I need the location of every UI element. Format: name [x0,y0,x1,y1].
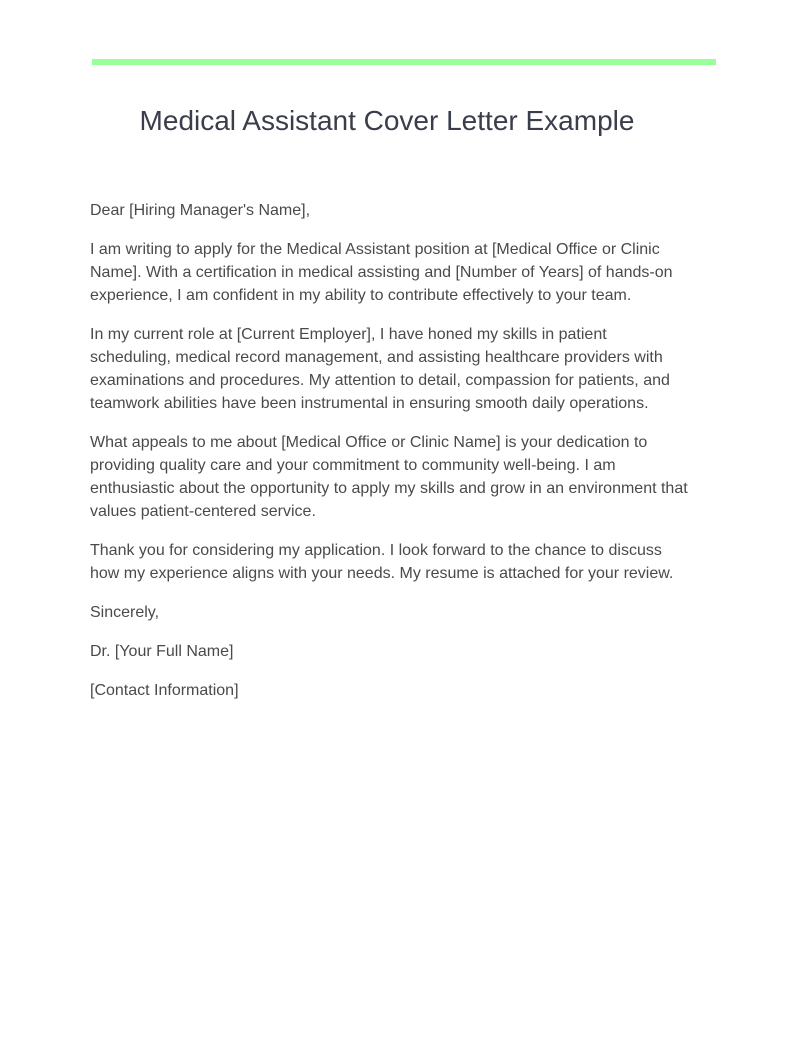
letter-paragraph: I am writing to apply for the Medical Assistant position at [Medical Office or Clinic Name]. With a certification in medical assisting and [Number of Years] of hands-on experience, I am confident in my ability to contribute effectively to your team. [90,241,673,304]
letter-paragraph: In my current role at [Current Employer], I have honed my skills in patient scheduling, medical record management, and assisting healthcare providers with examinations and procedures. My attention to detail, compassion for patients, and teamwork abilities have been instrumental in ensuring smooth daily operations. [90,326,670,412]
accent-bar [92,59,716,65]
page-title: Medical Assistant Cover Letter Example [139,105,635,136]
letter-paragraph: Thank you for considering my application. I look forward to the chance to discuss how my experience aligns with your needs. My resume is attached for your review. [90,542,674,582]
letter-closing: Sincerely, [90,604,160,621]
letter-signature: Dr. [Your Full Name] [90,643,234,660]
letter-body [90,199,690,718]
letter-salutation: Dear [Hiring Manager's Name], [90,202,311,219]
letter-contact: [Contact Information] [90,682,239,699]
letter-paragraph: What appeals to me about [Medical Office or Clinic Name] is your dedication to providing quality care and your commitment to community well-being. I am enthusiastic about the opportunity to apply my skills and grow in an environment that values patient-centered service. [90,434,688,520]
